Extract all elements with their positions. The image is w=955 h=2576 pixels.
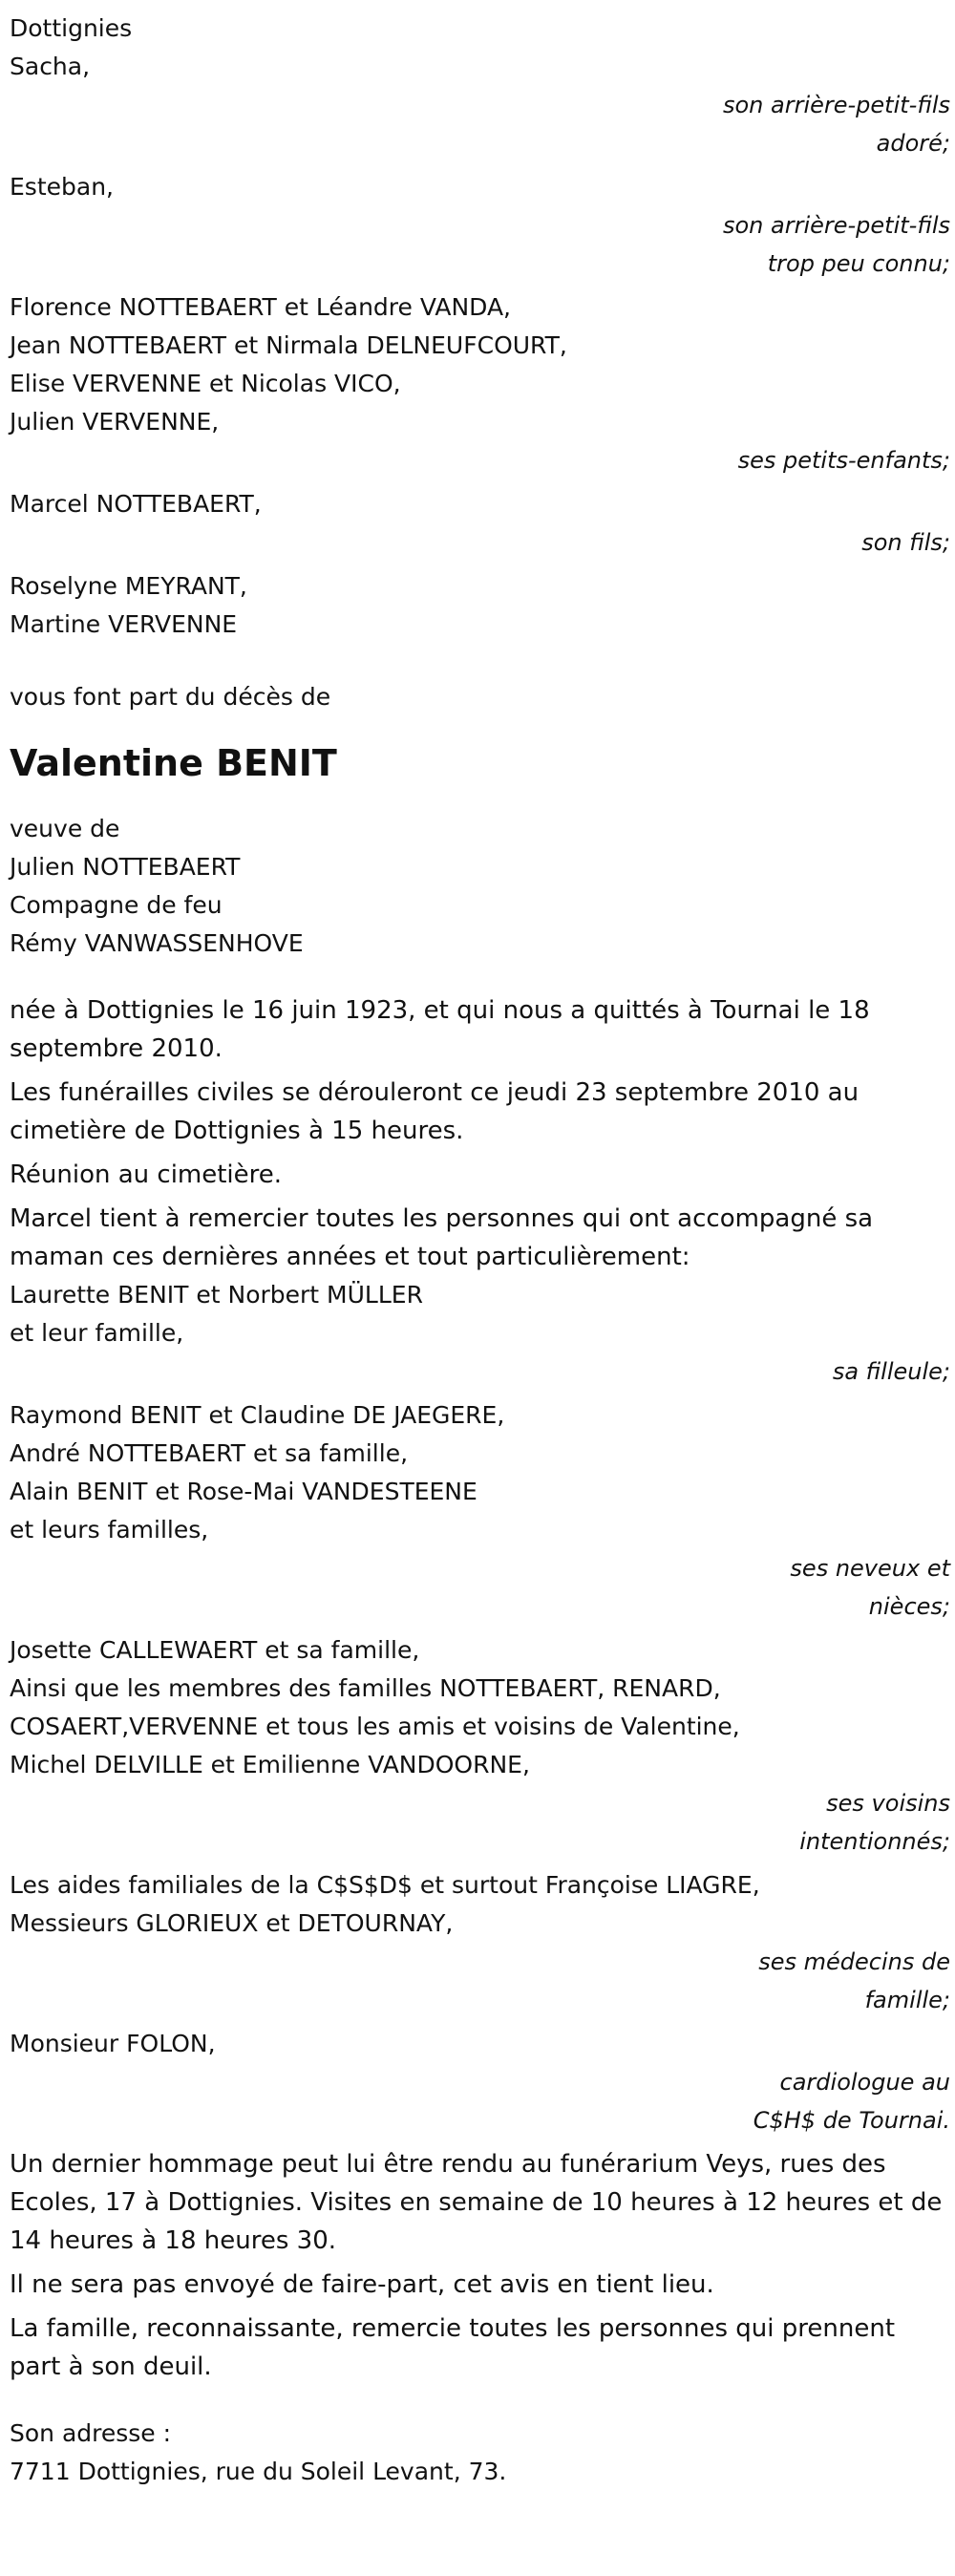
qualifier-line: cardiologue au [779,2069,950,2096]
paragraph-thanks-intro: Marcel tient à remercier toutes les personnes qui ont accompagné sa maman ces dernières années et tout particulièrement: [10,1204,874,1271]
family-group [10,168,955,288]
name-line: Messieurs GLORIEUX et DETOURNAY, [10,1909,454,1937]
name-line: Roselyne MEYRANT, [10,572,247,600]
paragraph-birth: née à Dottignies le 16 juin 1923, et qui nous a quittés à Tournai le 18 septembre 2010. [10,996,870,1063]
family-list [10,48,955,649]
name-line: Ainsi que les membres des familles NOTTEBAERT, RENARD, [10,1674,721,1702]
family-group [10,48,955,168]
address-block [10,2415,955,2491]
qualifier-line: famille; [864,1987,950,2013]
qualifier [10,1943,950,2019]
location: Dottignies [10,14,133,42]
qualifier-line: son arrière-petit-fils [722,212,950,239]
family-group [10,288,955,485]
deceased-name: Valentine BENIT [10,742,337,784]
name-line: Sacha, [10,53,91,80]
name-line: Florence NOTTEBAERT et Léandre VANDA, [10,293,511,321]
relation-line: Julien NOTTEBAERT [10,853,241,881]
closing-paragraphs [10,2145,955,2386]
thanks-group [10,2025,955,2145]
name-line: et leurs familles, [10,1516,209,1543]
qualifier-line: adoré; [876,130,950,157]
qualifier-line: sa filleule; [832,1358,950,1385]
paragraph-homage: Un dernier hommage peut lui être rendu au funérarium Veys, rues des Ecoles, 17 à Dottignies. Visites en semaine de 10 heures à 12 heures et de 14 heures à 18 heures 30. [10,2150,943,2255]
name-line: COSAERT,VERVENNE et tous les amis et voisins de Valentine, [10,1713,740,1740]
name-line: André NOTTEBAERT et sa famille, [10,1439,409,1467]
thanks-group [10,1276,955,1396]
qualifier [10,1784,950,1861]
qualifier-line: intentionnés; [799,1828,950,1855]
qualifier [10,441,950,479]
relation-line: Compagne de feu [10,891,223,919]
name-line: Josette CALLEWAERT et sa famille, [10,1636,420,1664]
qualifier-line: son arrière-petit-fils [722,92,950,118]
paragraph-reunion: Réunion au cimetière. [10,1160,283,1189]
name-line: Martine VERVENNE [10,610,238,638]
qualifier-line: C$H$ de Tournai. [753,2107,950,2134]
relation-line: veuve de [10,815,120,842]
relations [10,810,955,963]
name-line: Julien VERVENNE, [10,408,220,436]
announce-text: vous font part du décès de [10,683,331,711]
thanks-group [10,1866,955,2025]
paragraph-funeral: Les funérailles civiles se dérouleront ce jeudi 23 septembre 2010 au cimetière de Dottignies à 15 heures. [10,1078,860,1145]
name-line: Elise VERVENNE et Nicolas VICO, [10,370,401,397]
name-line: Jean NOTTEBAERT et Nirmala DELNEUFCOURT, [10,331,567,359]
paragraphs [10,991,955,1276]
qualifier-line: ses petits-enfants; [737,447,950,474]
qualifier-line: ses neveux et [790,1555,950,1582]
qualifier [10,1549,950,1626]
thanks-group [10,1396,955,1631]
paragraph-no-notice: Il ne sera pas envoyé de faire-part, cet avis en tient lieu. [10,2270,714,2299]
name-line: Marcel NOTTEBAERT, [10,490,262,518]
thanks-list [10,1276,955,2145]
qualifier [10,2063,950,2140]
name-line: Les aides familiales de la C$S$D$ et surtout Françoise LIAGRE, [10,1871,760,1899]
family-group [10,567,955,649]
name-line: Monsieur FOLON, [10,2030,216,2057]
qualifier-line: trop peu connu; [767,250,950,277]
qualifier-line: son fils; [861,529,950,556]
obituary-content [10,10,955,2491]
qualifier-line: ses médecins de [758,1948,950,1975]
qualifier-line: ses voisins [826,1790,950,1817]
qualifier [10,523,950,562]
address-label: Son adresse : [10,2419,172,2447]
qualifier [10,206,950,283]
qualifier-line: nièces; [868,1593,950,1620]
name-line: Esteban, [10,173,114,201]
name-line: Laurette BENIT et Norbert MÜLLER [10,1281,423,1309]
family-group [10,485,955,567]
name-line: Michel DELVILLE et Emilienne VANDOORNE, [10,1751,530,1778]
qualifier [10,1352,950,1391]
thanks-group [10,1631,955,1866]
relation-line: Rémy VANWASSENHOVE [10,929,304,957]
name-line: et leur famille, [10,1319,184,1347]
name-line: Alain BENIT et Rose-Mai VANDESTEENE [10,1478,478,1505]
name-line: Raymond BENIT et Claudine DE JAEGERE, [10,1401,505,1429]
qualifier [10,86,950,162]
address-line: 7711 Dottignies, rue du Soleil Levant, 73. [10,2458,507,2485]
paragraph-family-thanks: La famille, reconnaissante, remercie toutes les personnes qui prennent part à son deuil. [10,2314,896,2381]
